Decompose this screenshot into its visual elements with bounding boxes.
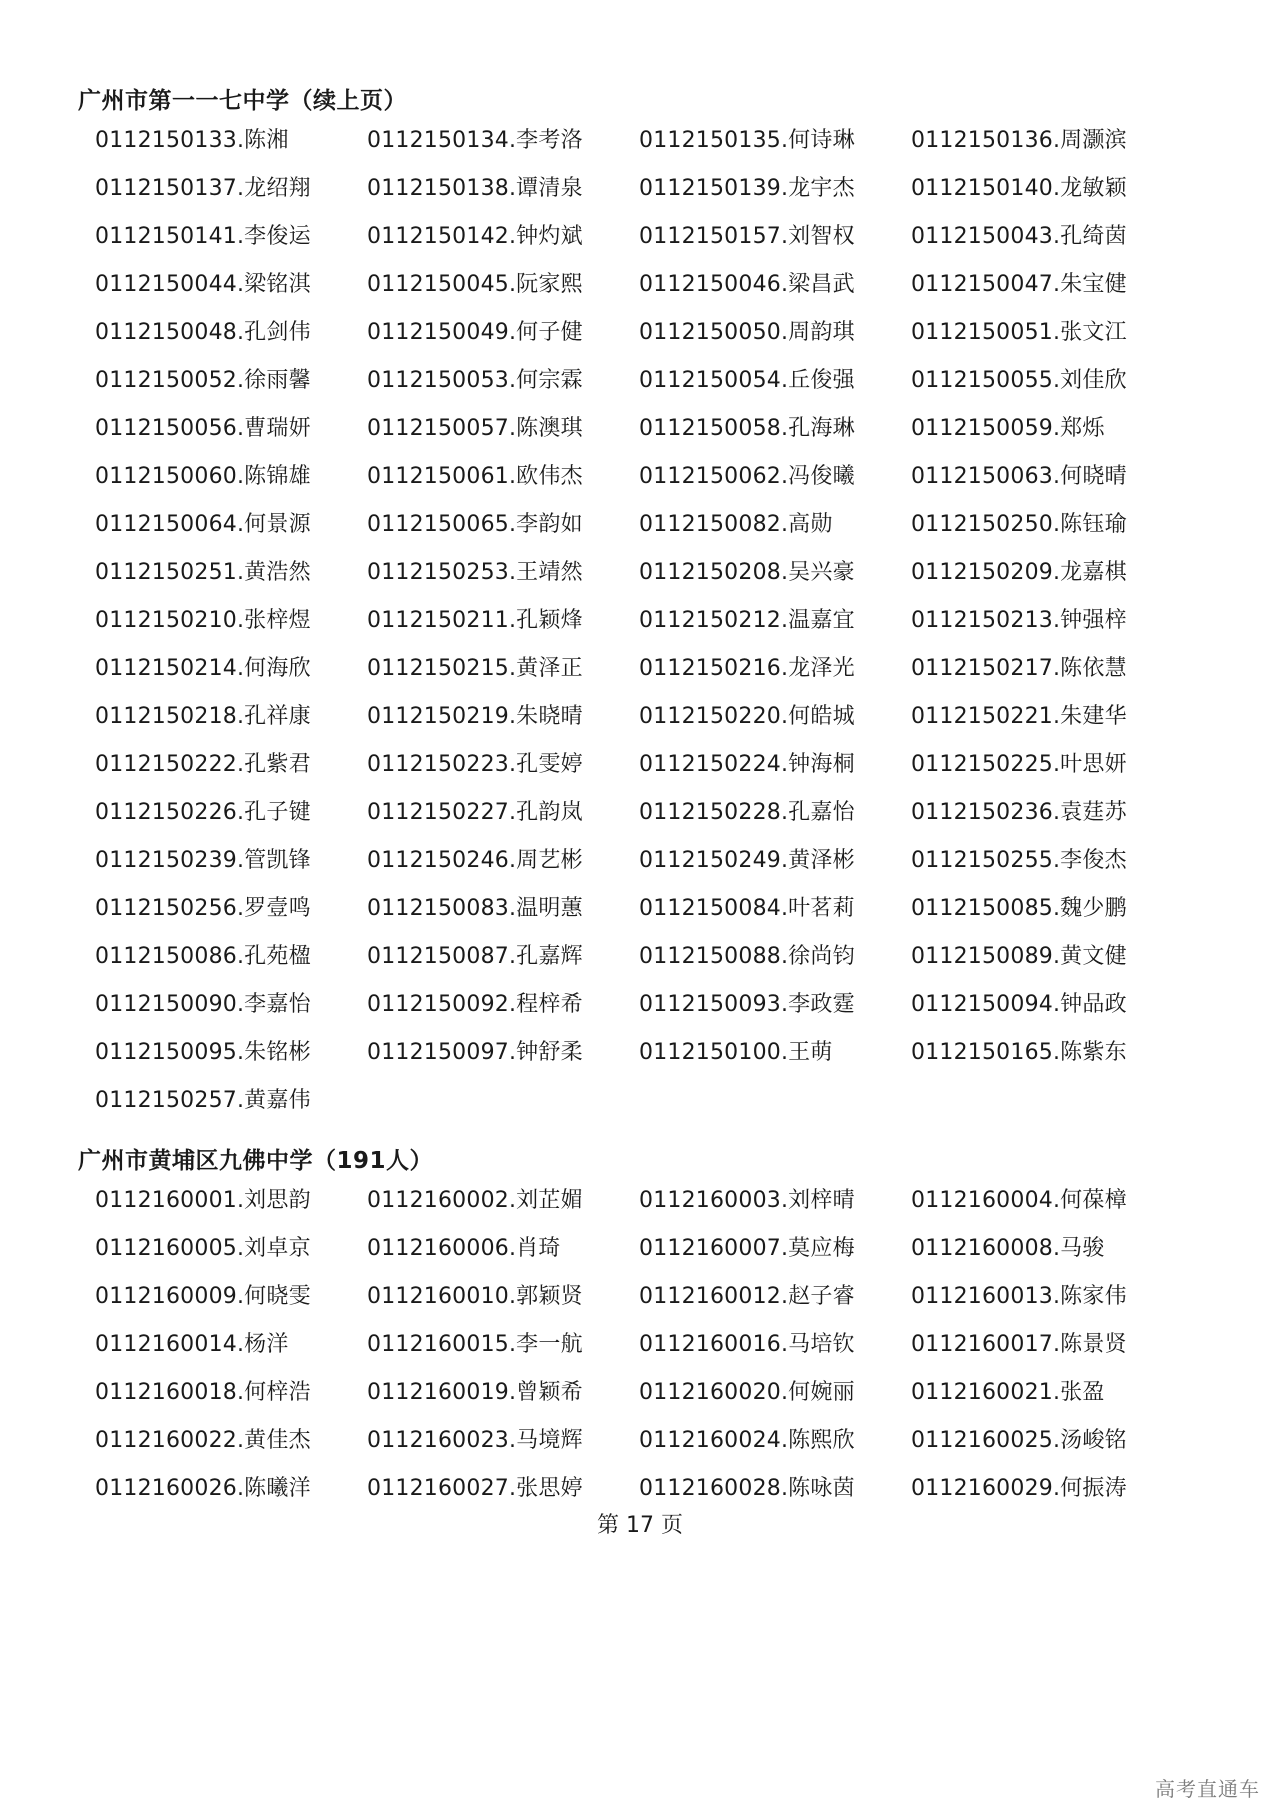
student-entry: 0112150214.何海欣: [95, 656, 311, 681]
student-entry: 0112150092.程梓希: [367, 992, 583, 1017]
student-entry: 0112150217.陈依慧: [911, 656, 1127, 681]
student-entry: 0112150086.孔苑楹: [95, 944, 311, 969]
student-entry: 0112150054.丘俊强: [639, 368, 855, 393]
student-entry: 0112160008.马骏: [911, 1236, 1105, 1261]
student-entry: 0112150246.周艺彬: [367, 848, 583, 873]
student-entry: 0112150226.孔子键: [95, 800, 311, 825]
student-entry: 0112150057.陈澳琪: [367, 416, 583, 441]
student-entry: 0112150093.李政霆: [639, 992, 855, 1017]
student-entry: 0112160005.刘卓京: [95, 1236, 311, 1261]
student-entry: 0112150257.黄嘉伟: [95, 1088, 311, 1113]
student-entry: 0112160013.陈家伟: [911, 1284, 1127, 1309]
student-entry: 0112150050.周韵琪: [639, 320, 855, 345]
section-heading: 广州市第一一七中学（续上页）: [78, 88, 407, 114]
student-entry: 0112150215.黄泽正: [367, 656, 583, 681]
student-entry: 0112150063.何晓晴: [911, 464, 1127, 489]
student-entry: 0112150228.孔嘉怡: [639, 800, 855, 825]
student-entry: 0112150211.孔颖烽: [367, 608, 583, 633]
student-entry: 0112150047.朱宝健: [911, 272, 1127, 297]
student-entry: 0112150136.周灏滨: [911, 128, 1127, 153]
student-entry: 0112160012.赵子睿: [639, 1284, 855, 1309]
student-entry: 0112150239.管凯锋: [95, 848, 311, 873]
student-entry: 0112150157.刘智权: [639, 224, 855, 249]
student-entry: 0112150097.钟舒柔: [367, 1040, 583, 1065]
student-entry: 0112160022.黄佳杰: [95, 1428, 311, 1453]
student-entry: 0112150058.孔海琳: [639, 416, 855, 441]
student-entry: 0112150141.李俊运: [95, 224, 311, 249]
student-entry: 0112150135.何诗琳: [639, 128, 855, 153]
student-entry: 0112150251.黄浩然: [95, 560, 311, 585]
student-entry: 0112150227.孔韵岚: [367, 800, 583, 825]
student-entry: 0112160026.陈曦洋: [95, 1476, 311, 1501]
student-entry: 0112160024.陈熙欣: [639, 1428, 855, 1453]
student-entry: 0112150055.刘佳欣: [911, 368, 1127, 393]
student-entry: 0112150094.钟品政: [911, 992, 1127, 1017]
student-entry: 0112150253.王靖然: [367, 560, 583, 585]
student-entry: 0112150221.朱建华: [911, 704, 1127, 729]
student-entry: 0112160002.刘芷媚: [367, 1188, 583, 1213]
student-entry: 0112150044.梁铭淇: [95, 272, 311, 297]
student-entry: 0112160007.莫应梅: [639, 1236, 855, 1261]
section-heading: 广州市黄埔区九佛中学（191人）: [78, 1148, 434, 1174]
watermark: 高考直通车: [1155, 1777, 1260, 1801]
student-entry: 0112150049.何子健: [367, 320, 583, 345]
student-entry: 0112150048.孔剑伟: [95, 320, 311, 345]
student-entry: 0112150045.阮家熙: [367, 272, 583, 297]
student-entry: 0112150208.吴兴豪: [639, 560, 855, 585]
student-entry: 0112150218.孔祥康: [95, 704, 311, 729]
student-entry: 0112160009.何晓雯: [95, 1284, 311, 1309]
student-entry: 0112150089.黄文健: [911, 944, 1127, 969]
student-entry: 0112150134.李考洛: [367, 128, 583, 153]
student-entry: 0112150216.龙泽光: [639, 656, 855, 681]
student-entry: 0112160016.马培钦: [639, 1332, 855, 1357]
student-entry: 0112150137.龙绍翔: [95, 176, 311, 201]
student-entry: 0112160006.肖琦: [367, 1236, 561, 1261]
student-entry: 0112150212.温嘉宜: [639, 608, 855, 633]
student-entry: 0112150082.高勋: [639, 512, 833, 537]
student-entry: 0112150139.龙宇杰: [639, 176, 855, 201]
student-entry: 0112150256.罗壹鸣: [95, 896, 311, 921]
student-entry: 0112160027.张思婷: [367, 1476, 583, 1501]
student-entry: 0112160014.杨洋: [95, 1332, 289, 1357]
student-entry: 0112150220.何皓城: [639, 704, 855, 729]
student-entry: 0112160021.张盈: [911, 1380, 1105, 1405]
student-entry: 0112150100.王萌: [639, 1040, 833, 1065]
student-entry: 0112150059.郑烁: [911, 416, 1105, 441]
student-entry: 0112150084.叶茗莉: [639, 896, 855, 921]
student-entry: 0112150223.孔雯婷: [367, 752, 583, 777]
student-entry: 0112160029.何振涛: [911, 1476, 1127, 1501]
student-entry: 0112160015.李一航: [367, 1332, 583, 1357]
student-entry: 0112150236.袁莛苏: [911, 800, 1127, 825]
student-entry: 0112150225.叶思妍: [911, 752, 1127, 777]
student-entry: 0112160028.陈咏茵: [639, 1476, 855, 1501]
student-entry: 0112150249.黄泽彬: [639, 848, 855, 873]
student-entry: 0112150056.曹瑞妍: [95, 416, 311, 441]
student-entry: 0112160010.郭颖贤: [367, 1284, 583, 1309]
student-entry: 0112160003.刘梓晴: [639, 1188, 855, 1213]
student-entry: 0112150133.陈湘: [95, 128, 289, 153]
student-entry: 0112160023.马境辉: [367, 1428, 583, 1453]
student-entry: 0112160001.刘思韵: [95, 1188, 311, 1213]
student-entry: 0112160017.陈景贤: [911, 1332, 1127, 1357]
student-entry: 0112160025.汤峻铭: [911, 1428, 1127, 1453]
student-entry: 0112150209.龙嘉棋: [911, 560, 1127, 585]
student-entry: 0112150051.张文江: [911, 320, 1127, 345]
student-entry: 0112150142.钟灼斌: [367, 224, 583, 249]
student-entry: 0112150085.魏少鹏: [911, 896, 1127, 921]
student-list: [95, 1177, 1235, 1513]
student-entry: 0112150088.徐尚钧: [639, 944, 855, 969]
student-entry: 0112150083.温明蕙: [367, 896, 583, 921]
student-entry: 0112150090.李嘉怡: [95, 992, 311, 1017]
student-entry: 0112150213.钟强梓: [911, 608, 1127, 633]
student-entry: 0112150250.陈钰瑜: [911, 512, 1127, 537]
student-entry: 0112150165.陈紫东: [911, 1040, 1127, 1065]
student-entry: 0112150222.孔紫君: [95, 752, 311, 777]
student-entry: 0112150219.朱晓晴: [367, 704, 583, 729]
student-entry: 0112150140.龙敏颖: [911, 176, 1127, 201]
page-number: 第 17 页: [597, 1513, 683, 1538]
student-entry: 0112160019.曾颖希: [367, 1380, 583, 1405]
student-entry: 0112150255.李俊杰: [911, 848, 1127, 873]
student-entry: 0112150210.张梓煜: [95, 608, 311, 633]
student-entry: 0112150087.孔嘉辉: [367, 944, 583, 969]
student-entry: 0112150043.孔绮茵: [911, 224, 1127, 249]
student-entry: 0112150065.李韵如: [367, 512, 583, 537]
student-list: [95, 117, 1235, 1125]
student-entry: 0112150052.徐雨馨: [95, 368, 311, 393]
student-entry: 0112160020.何婉丽: [639, 1380, 855, 1405]
student-entry: 0112150062.冯俊曦: [639, 464, 855, 489]
student-entry: 0112150224.钟海桐: [639, 752, 855, 777]
student-entry: 0112150060.陈锦雄: [95, 464, 311, 489]
student-entry: 0112150053.何宗霖: [367, 368, 583, 393]
student-entry: 0112150064.何景源: [95, 512, 311, 537]
student-entry: 0112160018.何梓浩: [95, 1380, 311, 1405]
student-entry: 0112150061.欧伟杰: [367, 464, 583, 489]
student-entry: 0112150138.谭清泉: [367, 176, 583, 201]
student-entry: 0112150046.梁昌武: [639, 272, 855, 297]
student-entry: 0112160004.何葆樟: [911, 1188, 1127, 1213]
student-entry: 0112150095.朱铭彬: [95, 1040, 311, 1065]
